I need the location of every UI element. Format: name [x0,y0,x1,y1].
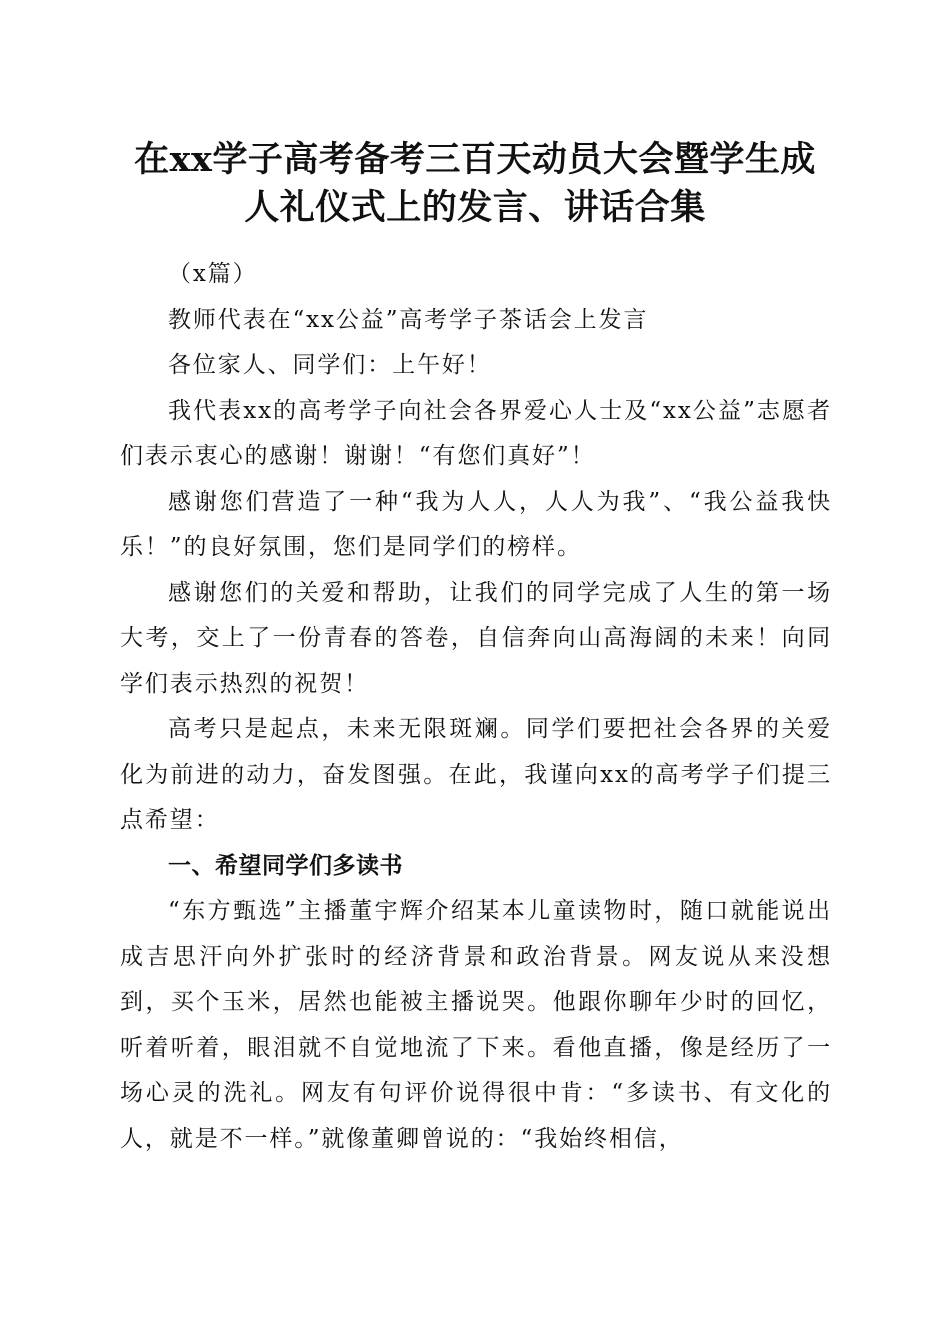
document-body [120,252,832,1162]
section-heading: 一、希望同学们多读书 [168,852,403,879]
title-line-1: 在xx学子高考备考三百天动员大会暨学生成 [134,139,816,180]
body-paragraph: 我代表xx的高考学子向社会各界爱心人士及“xx公益”志愿者们表示衷心的感谢！谢谢！“有您们真好”！ [120,397,832,469]
title-line-2: 人礼仪式上的发言、讲话合集 [244,187,706,228]
body-paragraph: 感谢您们营造了一种“我为人人，人人为我”、“我公益我快乐！”的良好氛围，您们是同学们的榜样。 [120,488,832,560]
body-paragraph: 高考只是起点，未来无限斑斓。同学们要把社会各界的关爱化为前进的动力，奋发图强。在此，我谨向xx的高考学子们提三点希望： [120,716,832,833]
greeting-paragraph: 各位家人、同学们：上午好！ [168,352,492,378]
document-title [100,136,850,232]
article-count: （x篇） [168,261,258,287]
speech-title: 教师代表在“xx公益”高考学子茶话会上发言 [168,306,649,333]
body-paragraph: “东方甄选”主播董宇辉介绍某本儿童读物时，随口就能说出成吉思汗向外扩张时的经济背景和政治背景。网友说从来没想到，买个玉米，居然也能被主播说哭。他跟你聊年少时的回忆，听着听着，眼泪就不自觉地流了下来。看他直播，像是经历了一场心灵的洗礼。网友有句评价说得很中肯：“多读书、有文化的人，就是不一样。”就像董卿曾说的：“我始终相信， [120,898,832,1152]
body-paragraph: 感谢您们的关爱和帮助，让我们的同学完成了人生的第一场大考，交上了一份青春的答卷，自信奔向山高海阔的未来！向同学们表示热烈的祝贺！ [120,579,832,697]
